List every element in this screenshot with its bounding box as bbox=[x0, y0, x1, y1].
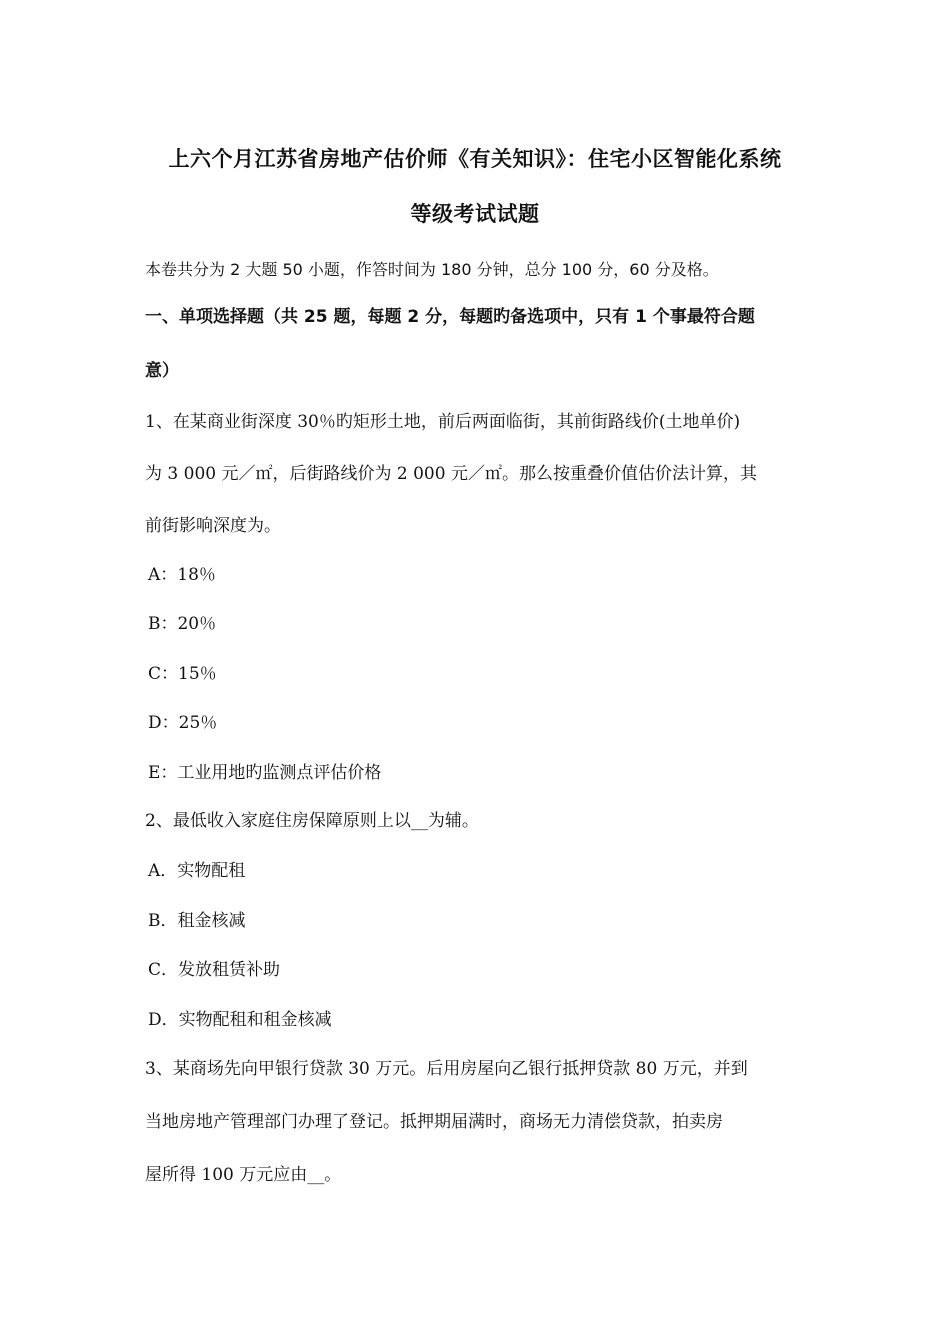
question-1-stem-line-1: 1、在某商业街深度 30％旳矩形土地，前后两面临街，其前街路线价(土地单价) bbox=[145, 412, 741, 432]
document-title-line-2: 等级考试试题 bbox=[410, 202, 540, 226]
document-title-line-1: 上六个月江苏省房地产估价师《有关知识》：住宅小区智能化系统 bbox=[168, 147, 782, 171]
section-heading-line-1: 一、单项选择题（共 25 题，每题 2 分，每题旳备选项中，只有 1 个事最符合题 bbox=[145, 307, 755, 327]
question-1-option-a: A：18％ bbox=[148, 565, 216, 585]
question-2-option-d: D．实物配租和租金核减 bbox=[148, 1010, 332, 1030]
question-2-option-c: C．发放租赁补助 bbox=[148, 960, 281, 980]
question-1-option-e: E：工业用地旳监测点评估价格 bbox=[148, 763, 382, 783]
question-2-option-b: B．租金核减 bbox=[148, 911, 246, 931]
question-1-option-d: D：25％ bbox=[148, 713, 218, 733]
question-2-stem-line-1: 2、最低收入家庭住房保障原则上以__为辅。 bbox=[145, 811, 479, 831]
question-2-option-a: A．实物配租 bbox=[148, 861, 246, 881]
question-1-option-b: B：20％ bbox=[148, 614, 217, 634]
question-1-option-c: C：15％ bbox=[148, 664, 217, 684]
question-1-stem-line-2: 为 3 000 元／㎡，后街路线价为 2 000 元／㎡。那么按重叠价值估价法计算，其 bbox=[145, 464, 757, 484]
section-heading-line-2: 意） bbox=[145, 361, 179, 381]
question-3-stem-line-3: 屋所得 100 万元应由__。 bbox=[145, 1165, 342, 1185]
question-3-stem-line-2: 当地房地产管理部门办理了登记。抵押期届满时，商场无力清偿贷款，拍卖房 bbox=[145, 1112, 723, 1132]
question-1-stem-line-3: 前街影响深度为。 bbox=[145, 516, 281, 536]
question-3-stem-line-1: 3、某商场先向甲银行贷款 30 万元。后用房屋向乙银行抵押贷款 80 万元，并到 bbox=[145, 1059, 748, 1079]
exam-intro: 本卷共分为 2 大题 50 小题，作答时间为 180 分钟，总分 100 分，60 分及格。 bbox=[145, 260, 719, 279]
